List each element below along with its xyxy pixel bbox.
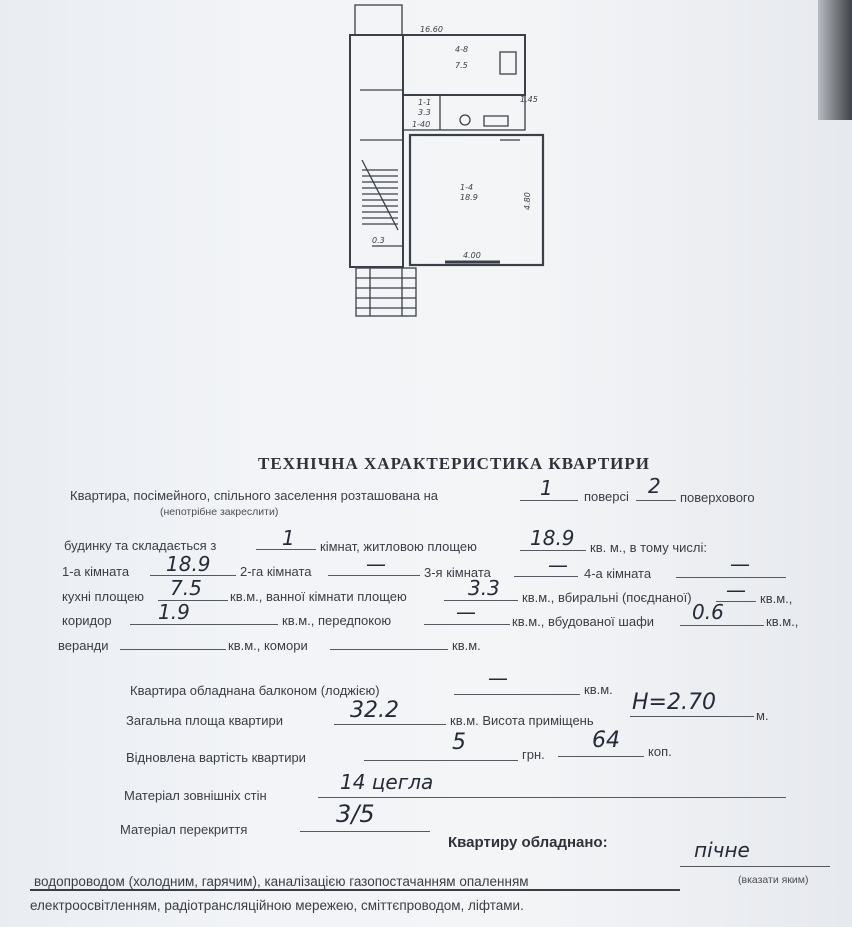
stair-corridor: [350, 35, 403, 267]
svg-text:4-8: 4-8: [455, 45, 469, 54]
floor-blank: [520, 500, 578, 501]
svg-text:0.3: 0.3: [372, 236, 385, 245]
svg-text:4.80: 4.80: [523, 192, 532, 210]
cost-kop-value: 64: [592, 728, 620, 753]
svg-text:1-4: 1-4: [460, 183, 474, 192]
bath-value: 3.3: [468, 576, 500, 600]
cost-uah-value: 5: [452, 730, 466, 755]
walls-value: 14 цегла: [340, 770, 434, 794]
equipped-heading: Квартиру обладнано:: [448, 834, 608, 851]
svg-text:1-40: 1-40: [412, 120, 431, 129]
total-area-value: 32.2: [350, 698, 399, 723]
svg-text:3.3: 3.3: [418, 108, 431, 117]
rooms-value: 1: [282, 526, 295, 550]
svg-text:4.00: 4.00: [463, 251, 481, 260]
room1-value: 18.9: [166, 552, 211, 576]
svg-text:1-1: 1-1: [418, 98, 432, 107]
floor-value: 1: [540, 476, 553, 500]
heating-value: пічне: [694, 838, 750, 862]
balcony-value: —: [488, 666, 508, 690]
floors-value: 2: [648, 474, 661, 498]
strike-note: (непотрібне закреслити): [160, 506, 279, 518]
room2-value: —: [366, 552, 386, 576]
floors-material-value: 3/5: [336, 800, 375, 828]
svg-text:1.45: 1.45: [520, 95, 538, 104]
floor-plan: [0, 0, 852, 330]
toilet-value: —: [726, 578, 746, 602]
document-title: ТЕХНІЧНА ХАРАКТЕРИСТИКА КВАРТИРИ: [258, 454, 650, 473]
room3-value: —: [548, 553, 568, 577]
room4-value: —: [730, 552, 750, 576]
entrance-top: [355, 5, 402, 35]
kitchen-value: 7.5: [170, 576, 202, 600]
plan-dim-top: 16.60: [420, 25, 443, 34]
row1-text: Квартира, посімейного, спільного заселення розташована на: [70, 488, 439, 503]
hall-value: —: [456, 600, 476, 624]
living-area-value: 18.9: [530, 526, 575, 550]
wardrobe-value: 0.6: [692, 600, 724, 624]
corridor-value: 1.9: [158, 600, 190, 624]
height-value: H=2.70: [632, 690, 716, 715]
svg-text:18.9: 18.9: [460, 193, 478, 202]
svg-text:7.5: 7.5: [455, 61, 468, 70]
